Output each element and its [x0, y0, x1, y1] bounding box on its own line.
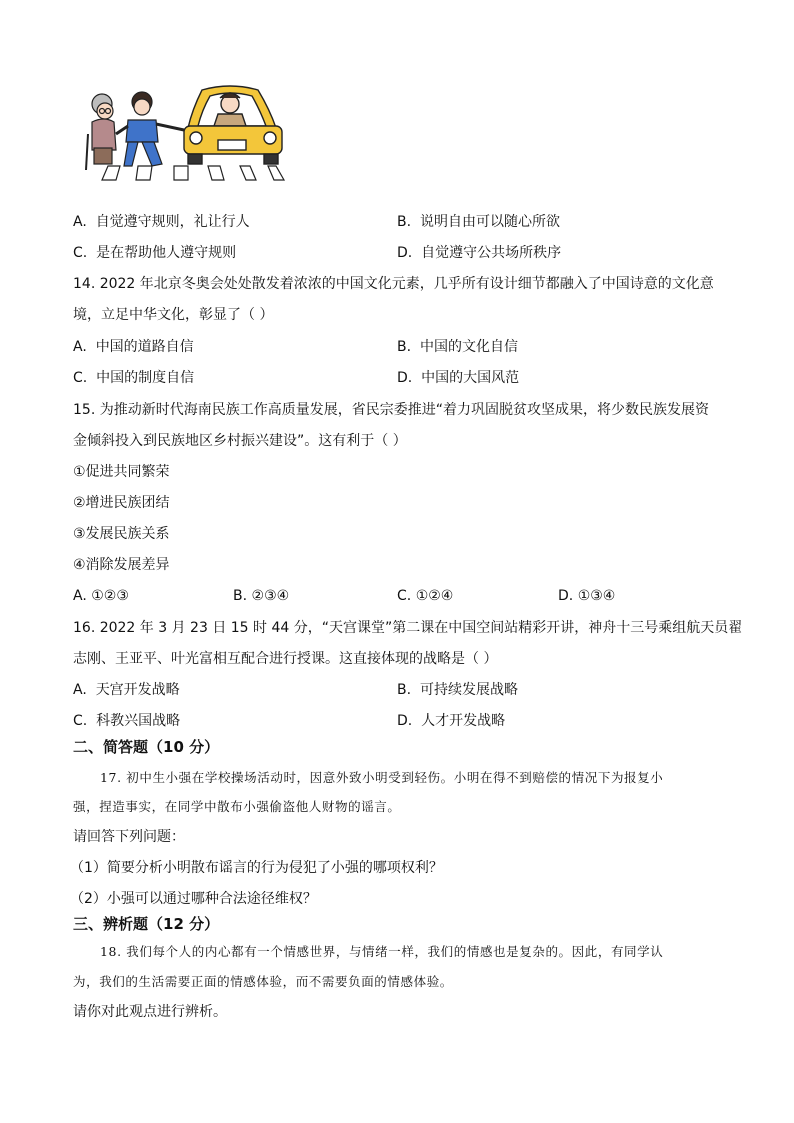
q15-item-3: ③发展民族关系 — [73, 526, 170, 542]
q18-stem-line2: 为，我们的生活需要正面的情感体验，而不需要负面的情感体验。 — [73, 974, 453, 989]
q15-option-d[interactable]: D. ①③④ — [558, 588, 616, 604]
child-figure — [116, 92, 184, 166]
q17-stem-line2: 强，捏造事实，在同学中散布小强偷盗他人财物的谣言。 — [73, 799, 401, 814]
q15-option-b[interactable]: B. ②③④ — [233, 588, 290, 604]
q15-item-2: ②增进民族团结 — [73, 495, 170, 511]
q17-prompt: 请回答下列问题： — [73, 829, 185, 845]
q17-stem-line1: 17. 初中生小强在学校操场活动时，因意外致小明受到轻伤。小明在得不到赔偿的情况下为报复小 — [100, 770, 664, 785]
q15-item-4: ④消除发展差异 — [73, 557, 170, 573]
q14-stem-line1: 14. 2022 年北京冬奥会处处散发着浓浓的中国文化元素，几乎所有设计细节都融入了中国诗意的文化意 — [73, 276, 714, 292]
q16-option-c[interactable]: C. 科教兴国战略 — [73, 713, 181, 729]
q15-option-a[interactable]: A. ①②③ — [73, 588, 129, 604]
q14-option-b[interactable]: B. 中国的文化自信 — [397, 339, 518, 355]
section3-title: 三、辨析题（12 分） — [73, 915, 220, 933]
q15-stem-line2: 金倾斜投入到民族地区乡村振兴建设”。这有利于（ ） — [73, 433, 407, 449]
q18-prompt: 请你对此观点进行辨析。 — [73, 1004, 227, 1020]
q13-option-a[interactable]: A. 自觉遵守规则，礼让行人 — [73, 214, 250, 230]
q18-stem-line1: 18. 我们每个人的内心都有一个情感世界，与情绪一样，我们的情感也是复杂的。因此，有同学认 — [100, 944, 664, 959]
q13-option-b[interactable]: B. 说明自由可以随心所欲 — [397, 214, 560, 230]
q15-option-c[interactable]: C. ①②④ — [397, 588, 454, 604]
q14-stem-line2: 境，立足中华文化，彰显了（ ） — [73, 307, 274, 323]
q14-option-c[interactable]: C. 中国的制度自信 — [73, 370, 195, 386]
q15-stem-line1: 15. 为推动新时代海南民族工作高质量发展，省民宗委推进“着力巩固脱贫攻坚成果，将少数民族发展资 — [73, 402, 709, 418]
q13-option-d[interactable]: D. 自觉遵守公共场所秩序 — [397, 245, 562, 261]
q17-sub-question-1: （1）简要分析小明散布谣言的行为侵犯了小强的哪项权利？ — [70, 860, 443, 876]
q17-sub-question-2: （2）小强可以通过哪种合法途径维权？ — [70, 891, 317, 907]
crosswalk-illustration — [80, 80, 295, 185]
q16-option-b[interactable]: B. 可持续发展战略 — [397, 682, 518, 698]
q14-option-a[interactable]: A. 中国的道路自信 — [73, 339, 194, 355]
q16-stem-line1: 16. 2022 年 3 月 23 日 15 时 44 分，“天宫课堂”第二课在中国空间站精彩开讲，神舟十三号乘组航天员翟 — [73, 620, 743, 636]
section2-title: 二、简答题（10 分） — [73, 738, 220, 756]
q16-stem-line2: 志刚、王亚平、叶光富相互配合进行授课。这直接体现的战略是（ ） — [73, 651, 498, 667]
q15-item-1: ①促进共同繁荣 — [73, 464, 170, 480]
crosswalk-stripes — [102, 166, 284, 180]
elderly-woman-figure — [86, 94, 116, 170]
q13-option-c[interactable]: C. 是在帮助他人遵守规则 — [73, 245, 237, 261]
q16-option-a[interactable]: A. 天宫开发战略 — [73, 682, 180, 698]
q16-option-d[interactable]: D. 人才开发战略 — [397, 713, 506, 729]
q14-option-d[interactable]: D. 中国的大国风范 — [397, 370, 520, 386]
car-figure — [184, 86, 282, 164]
